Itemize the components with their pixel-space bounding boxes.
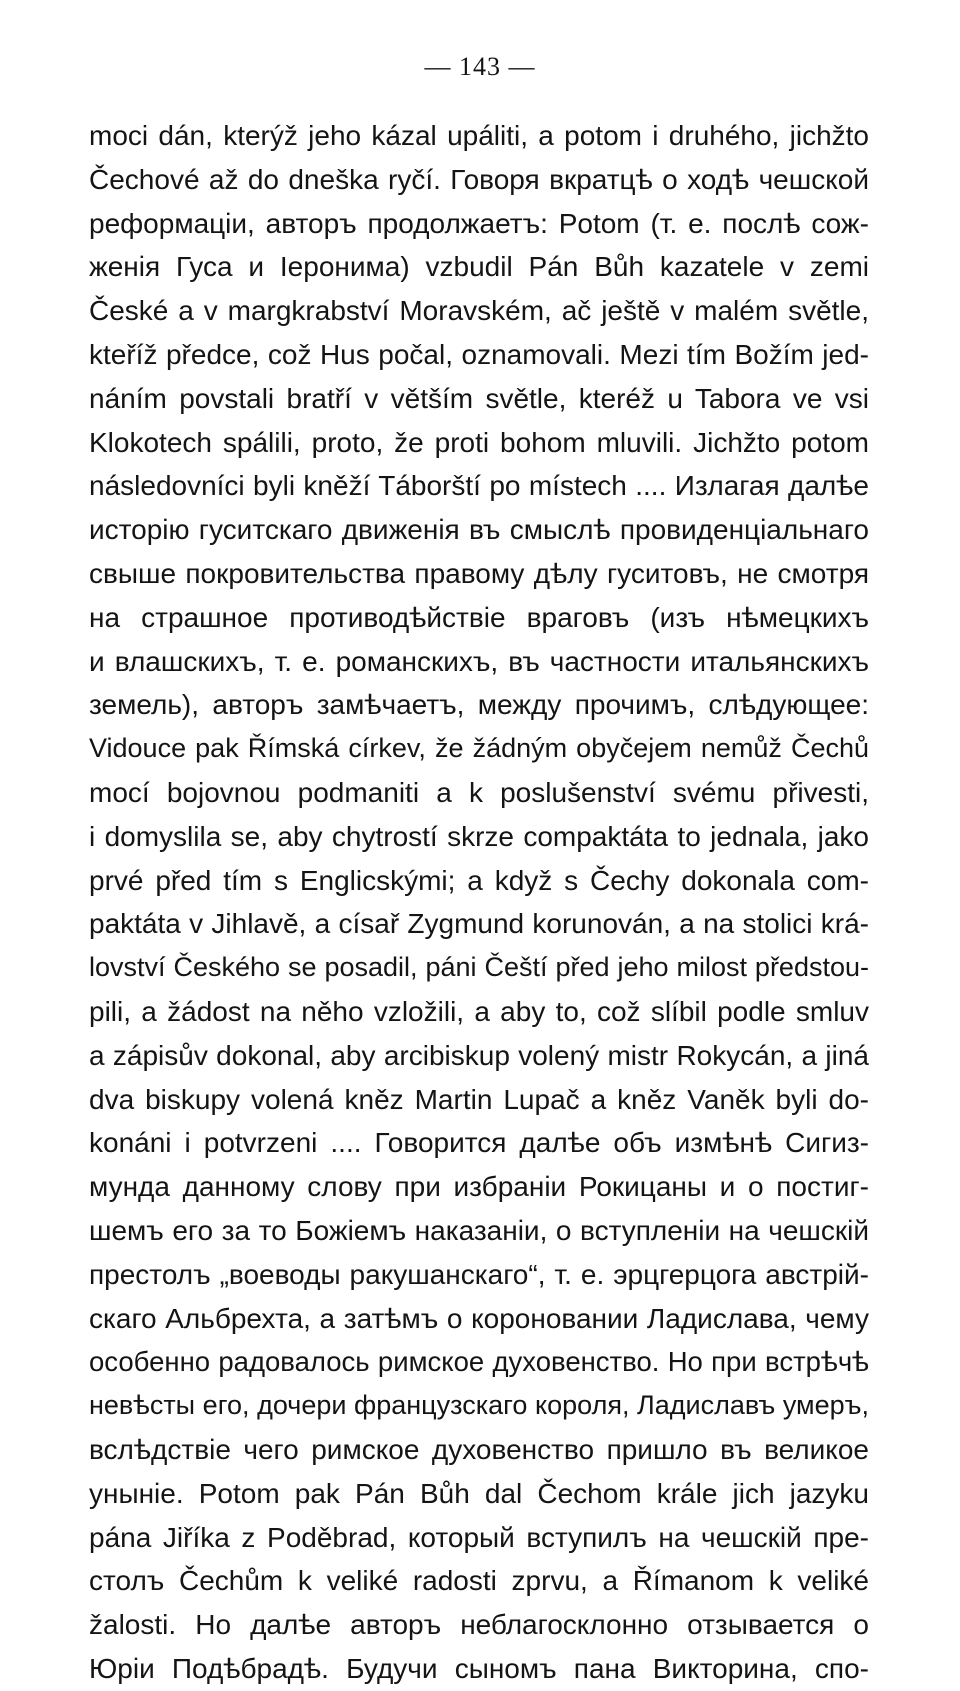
text-line: на страшное противодѣйствіе враговъ (изъ нѣмецкихъ [89, 601, 869, 633]
text-line: вслѣдствіе чего римское духовенство пришло въ великое [89, 1433, 869, 1465]
body-text [89, 114, 869, 1691]
text-line: žalosti. Но далѣе авторъ неблагосклонно отзывается о [89, 1609, 869, 1641]
text-line: мунда данному слову при избраніи Рокицаны и о постиг- [89, 1171, 869, 1203]
text-line: реформаціи, авторъ продолжаетъ: Potom (т. е. послѣ сож- [89, 207, 869, 239]
text-line: prvé před tím s Englicskými; a když s Čechy dokonala com- [89, 864, 869, 896]
text-line: lovství Českého se posadil, páni Čeští před jeho milost předstou- [89, 952, 869, 983]
text-line: a zápisův dokonal, aby arcibiskup volený mistr Rokycán, a jiná [89, 1039, 869, 1071]
text-line: женія Гуса и Іеронима) vzbudil Pán Bůh kazatele v zemi [89, 251, 869, 283]
text-line: paktáta v Jihlavě, a císař Zygmund korunován, a na stolici krá- [89, 908, 869, 940]
text-line: и влашскихъ, т. е. романскихъ, въ частности итальянскихъ [89, 645, 869, 677]
text-line: Čechové až do dneška ryčí. Говоря вкратцѣ о ходѣ чешской [89, 163, 869, 195]
text-line: скаго Альбрехта, а затѣмъ о короновании Ладислава, чему [89, 1302, 869, 1334]
text-line: невѣсты его, дочери французскаго короля, Ладиславъ умеръ, [89, 1390, 869, 1421]
text-line: pána Jiříka z Poděbrad, который вступилъ на чешскій пре- [89, 1521, 869, 1553]
text-line: престолъ „воеводы ракушанскаго“, т. е. эрцгерцога австрій- [89, 1258, 869, 1290]
text-line: mocí bojovnou podmaniti a k poslušenství svému přivesti, [89, 776, 869, 808]
text-line: pili, a žádost na něho vzložili, a aby to, což slíbil podle smluv [89, 995, 869, 1027]
text-line: moci dán, kterýž jeho kázal upáliti, a potom i druhého, jichžto [89, 120, 869, 151]
text-line: шемъ его за то Божіемъ наказаніи, о вступленіи на чешскій [89, 1214, 869, 1246]
text-line: konáni i potvrzeni .... Говорится далѣе объ измѣнѣ Сигиз- [89, 1127, 869, 1159]
text-line: kteříž předce, což Hus počal, oznamovali. Mezi tím Božím jed- [89, 338, 869, 370]
text-line: České a v margkrabství Moravském, ač ještě v malém světle, [89, 295, 869, 327]
text-line: Vidouce pak Římská církev, že žádným obyčejem nemůž Čechů [89, 733, 869, 764]
text-line: Юріи Подѣбрадѣ. Будучи сыномъ пана Викторина, спо- [89, 1652, 869, 1684]
text-line: dva biskupy volená kněz Martin Lupač a kněz Vaněk byli do- [89, 1083, 869, 1115]
text-line: особенно радовалось римское духовенство. Но при встрѣчѣ [89, 1346, 869, 1378]
text-line: уныніе. Potom pak Pán Bůh dal Čechom krále jich jazyku [89, 1477, 869, 1509]
text-line: столъ Čechům k veliké radosti zprvu, a Římanom k veliké [89, 1565, 869, 1597]
text-line: náním povstali bratří v větším světle, kteréž u Tabora ve vsi [89, 382, 869, 414]
text-line: Klokotech spálili, proto, že proti bohom mluvili. Jichžto potom [89, 426, 869, 458]
page-number: — 143 — [424, 52, 536, 81]
text-line: исторію гуситскаго движенія въ смыслѣ провиденціальнаго [89, 514, 869, 546]
text-line: i domyslila se, aby chytrostí skrze compaktáta to jednala, jako [89, 820, 869, 852]
text-line: následovníci byli kněží Táborští po místech .... Излагая далѣе [89, 470, 869, 502]
text-line: свыше покровительства правому дѣлу гуситовъ, не смотря [89, 557, 869, 589]
text-line: земель), авторъ замѣчаетъ, между прочимъ, слѣдующее: [89, 689, 869, 721]
